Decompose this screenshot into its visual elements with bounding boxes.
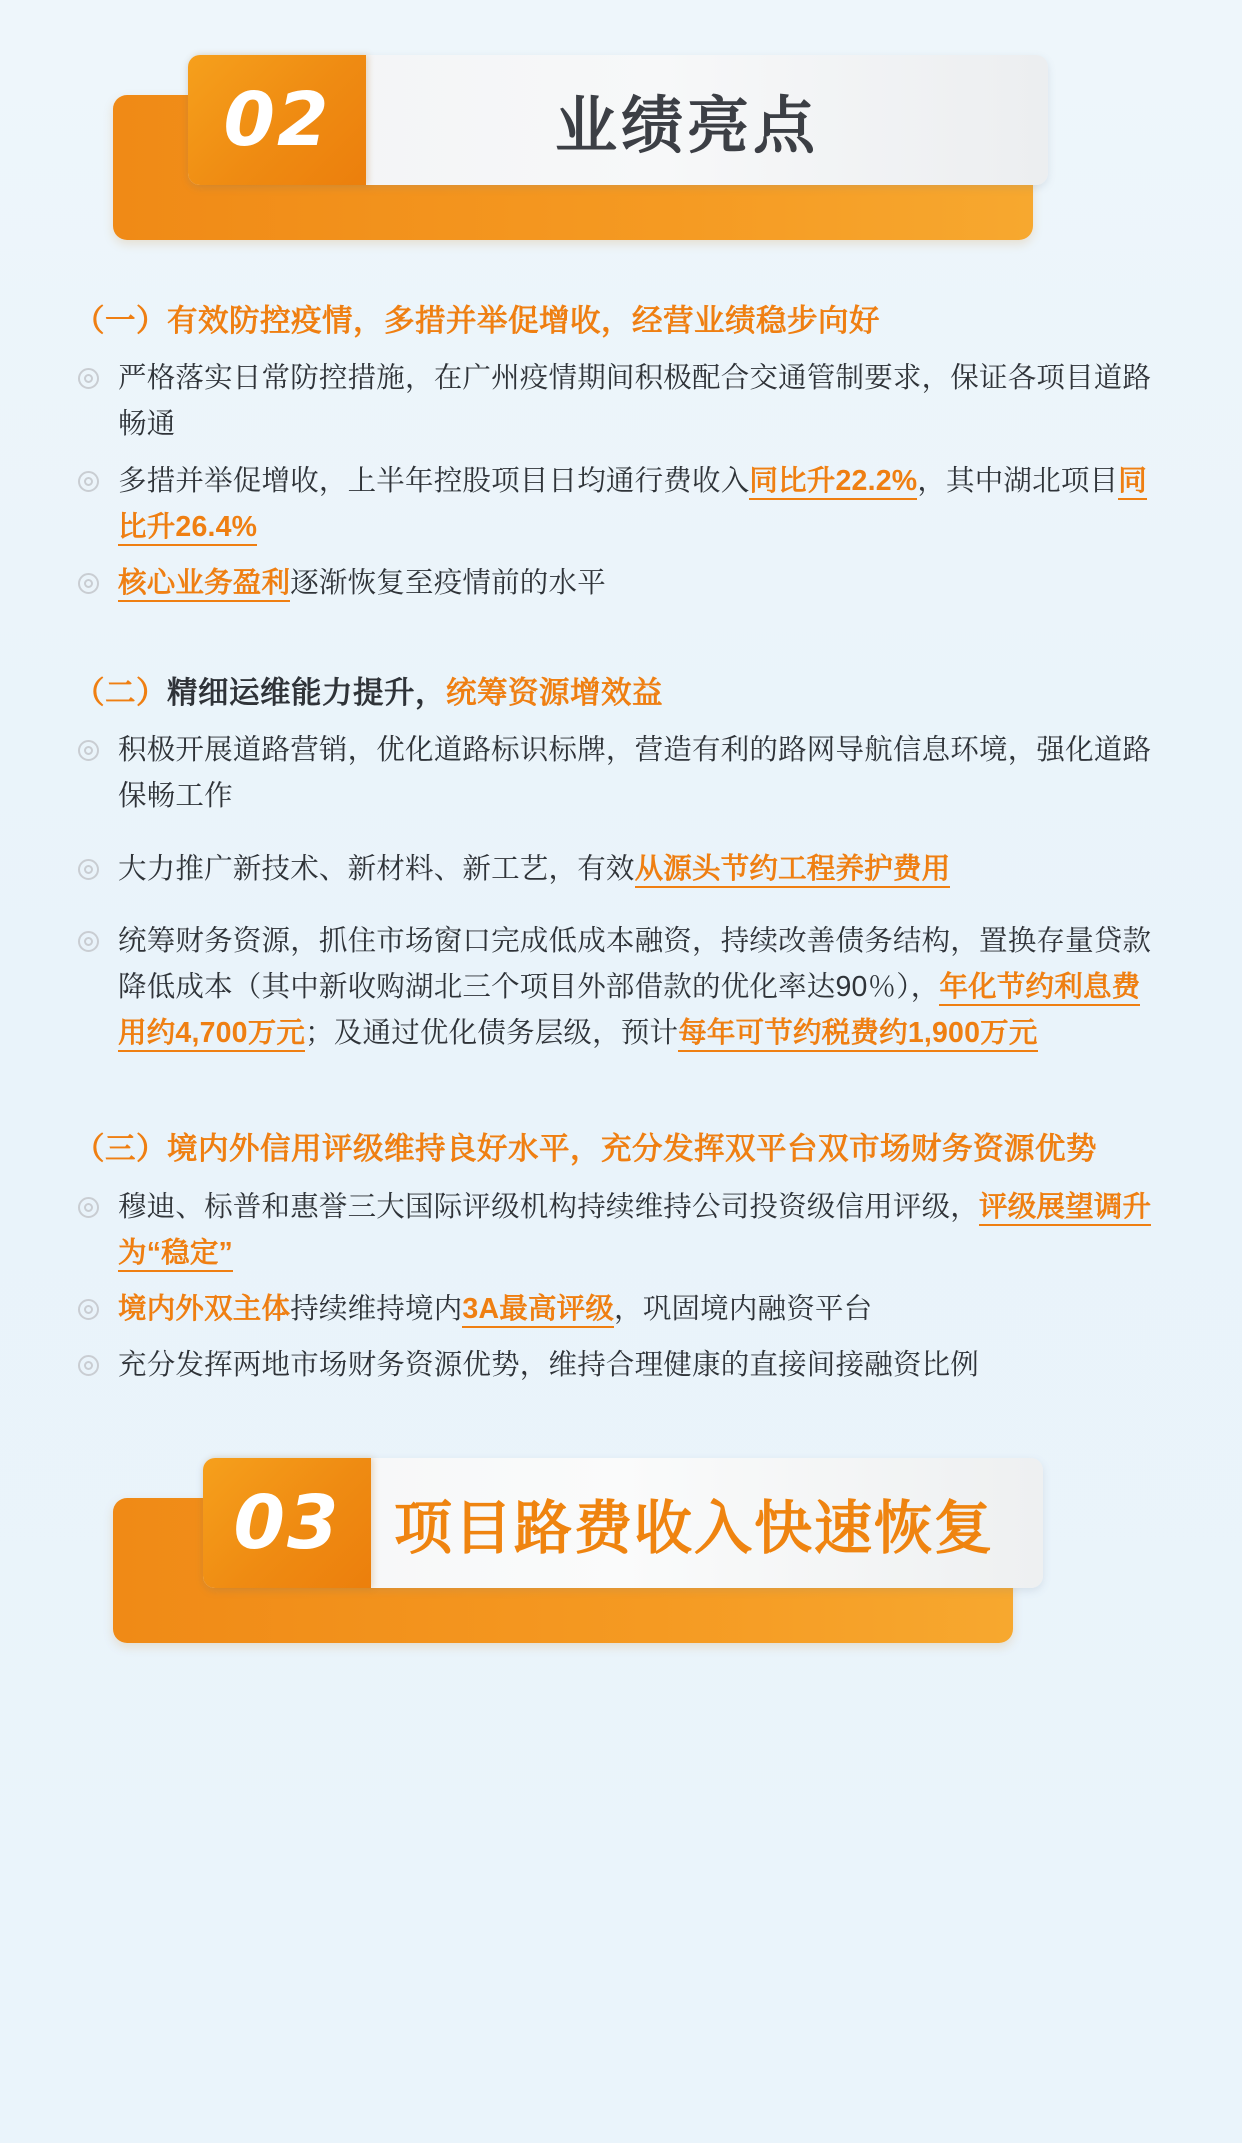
section-number-02: 02 bbox=[188, 55, 366, 185]
section-heading-2-tail: 统筹资源增效益 bbox=[446, 676, 663, 711]
highlight-metric: 年化节约利息费用约4,700万元 bbox=[118, 971, 1140, 1052]
highlight-text: 境内外双主体 bbox=[118, 1292, 291, 1325]
list-item bbox=[74, 918, 1168, 1056]
bullet-circle-icon bbox=[78, 1197, 99, 1218]
bullet-circle-icon bbox=[78, 931, 99, 952]
bullet-text: 持续维持境内 bbox=[290, 1292, 463, 1325]
content-body bbox=[0, 240, 1242, 1388]
banner-plate bbox=[203, 1458, 1043, 1588]
list-item bbox=[74, 1286, 1168, 1332]
bullet-list-2 bbox=[74, 727, 1168, 1056]
bullet-circle-icon bbox=[78, 471, 99, 492]
section-banner-03 bbox=[93, 1458, 1149, 1643]
bullet-text: 逐渐恢复至疫情前的水平 bbox=[290, 566, 606, 599]
section-heading-3-tail: 充分发挥双平台双市场财务资源优势 bbox=[601, 1132, 1097, 1167]
bullet-circle-icon bbox=[78, 1355, 99, 1376]
list-item bbox=[74, 355, 1168, 447]
section-group-3 bbox=[74, 1126, 1168, 1388]
bullet-circle-icon bbox=[78, 1299, 99, 1320]
section-heading-3-prefix: （三） bbox=[74, 1132, 167, 1167]
section-heading-2-prefix: （二） bbox=[74, 676, 167, 711]
highlight-metric: 同比升22.2% bbox=[749, 465, 917, 500]
bullet-text: 多措并举促增收，上半年控股项目日均通行费收入 bbox=[118, 464, 750, 497]
section-heading-2 bbox=[74, 670, 1168, 717]
section-title-03: 项目路费收入快速恢复 bbox=[393, 1496, 994, 1562]
bullet-circle-icon bbox=[78, 573, 99, 594]
bullet-text: 统筹财务资源，抓住市场窗口完成低成本融资，持续改善债务结构，置换存量贷款降低成本（其中新收购湖北三个项目外部借款的优化率达90％）， bbox=[118, 924, 1152, 1003]
section-heading-2-main: 精细运维能力提升， bbox=[167, 676, 446, 711]
bullet-text: 积极开展道路营销，优化道路标识标牌，营造有利的路网导航信息环境，强化道路保畅工作 bbox=[118, 734, 1152, 813]
section-heading-3 bbox=[74, 1126, 1168, 1173]
bullet-text: 穆迪、标普和惠誉三大国际评级机构持续维持公司投资级信用评级， bbox=[118, 1190, 980, 1223]
section-group-2 bbox=[74, 670, 1168, 1056]
bullet-text: 严格落实日常防控措施，在广州疫情期间积极配合交通管制要求，保证各项目道路畅通 bbox=[118, 362, 1152, 441]
section-banner-02 bbox=[93, 55, 1149, 240]
list-item bbox=[74, 560, 1168, 606]
section-heading-1-tail: 经营业绩稳步向好 bbox=[632, 304, 880, 338]
highlight-metric: 每年可节约税费约1,900万元 bbox=[678, 1017, 1037, 1052]
spacer bbox=[74, 640, 1168, 670]
bullet-circle-icon bbox=[78, 368, 99, 389]
highlight-metric: 从源头节约工程养护费用 bbox=[635, 853, 951, 888]
bullet-list-3 bbox=[74, 1184, 1168, 1389]
section-heading-1-main: 有效防控疫情，多措并举促增收， bbox=[167, 304, 632, 338]
bullet-text: ；及通过优化债务层级，预计 bbox=[305, 1017, 679, 1050]
highlight-metric: 同比升26.4% bbox=[118, 465, 1147, 546]
bullet-text: ，其中湖北项目 bbox=[917, 464, 1119, 497]
bullet-circle-icon bbox=[78, 740, 99, 761]
highlight-metric: 3A最高评级 bbox=[462, 1293, 614, 1328]
spacer bbox=[74, 1096, 1168, 1126]
banner-plate bbox=[188, 55, 1048, 185]
list-item bbox=[74, 458, 1168, 550]
section-heading-3-main: 境内外信用评级维持良好水平， bbox=[167, 1132, 601, 1167]
section-group-1 bbox=[74, 298, 1168, 606]
list-item bbox=[74, 1342, 1168, 1388]
bullet-text: 充分发挥两地市场财务资源优势，维持合理健康的直接间接融资比例 bbox=[118, 1348, 980, 1381]
highlight-metric: 核心业务盈利 bbox=[118, 567, 290, 602]
list-item bbox=[74, 1184, 1168, 1276]
bullet-circle-icon bbox=[78, 859, 99, 880]
list-item bbox=[74, 727, 1168, 819]
bullet-list-1 bbox=[74, 355, 1168, 606]
list-item bbox=[74, 846, 1168, 892]
highlight-metric: 评级展望调升为“稳定” bbox=[118, 1191, 1151, 1272]
section-title-02: 业绩亮点 bbox=[554, 91, 819, 161]
section-number-03: 03 bbox=[203, 1458, 371, 1588]
bullet-text: 大力推广新技术、新材料、新工艺，有效 bbox=[118, 852, 635, 885]
section-heading-1-prefix: （一） bbox=[74, 304, 167, 338]
section-heading-1 bbox=[74, 298, 1168, 345]
bullet-text: ，巩固境内融资平台 bbox=[614, 1292, 873, 1325]
